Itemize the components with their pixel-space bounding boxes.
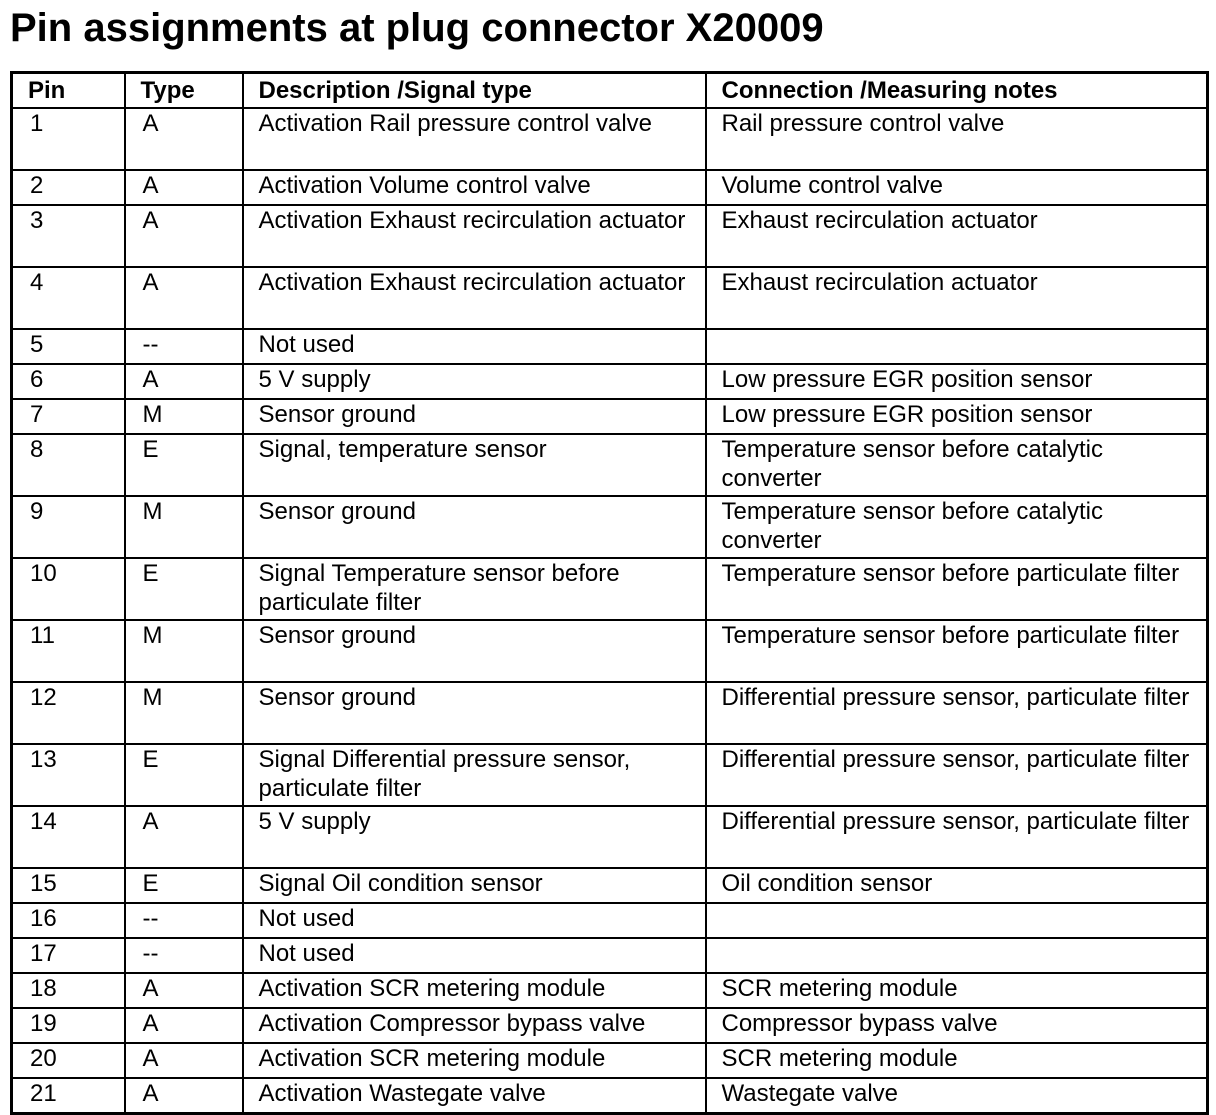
connection-cell: Exhaust recirculation actuator (706, 267, 1208, 329)
page-title: Pin assignments at plug connector X20009 (10, 6, 824, 50)
description-cell: Sensor ground (243, 620, 706, 682)
description-cell: Signal Oil condition sensor (243, 868, 706, 903)
connection-cell: Compressor bypass valve (706, 1008, 1208, 1043)
table-row (12, 399, 1208, 434)
connection-cell: Wastegate valve (706, 1078, 1208, 1114)
table-row (12, 1008, 1208, 1043)
type-cell: E (125, 558, 243, 620)
connection-cell: SCR metering module (706, 1043, 1208, 1078)
table-row (12, 108, 1208, 170)
table-row (12, 806, 1208, 868)
pin-cell: 10 (12, 558, 125, 620)
connection-cell: Low pressure EGR position sensor (706, 399, 1208, 434)
connection-cell: Rail pressure control valve (706, 108, 1208, 170)
pin-cell: 21 (12, 1078, 125, 1114)
type-cell: A (125, 267, 243, 329)
header-description: Description /Signal type (243, 73, 706, 109)
table-row (12, 682, 1208, 744)
pin-assignment-table (10, 71, 1209, 1115)
type-cell: M (125, 496, 243, 558)
type-cell: -- (125, 938, 243, 973)
connection-cell: Temperature sensor before particulate filter (706, 558, 1208, 620)
description-cell: Activation SCR metering module (243, 1043, 706, 1078)
type-cell: A (125, 205, 243, 267)
pin-cell: 1 (12, 108, 125, 170)
table-row (12, 434, 1208, 496)
table-row (12, 868, 1208, 903)
pin-cell: 15 (12, 868, 125, 903)
type-cell: -- (125, 903, 243, 938)
pin-cell: 19 (12, 1008, 125, 1043)
header-connection: Connection /Measuring notes (706, 73, 1208, 109)
pin-cell: 8 (12, 434, 125, 496)
description-cell: Not used (243, 903, 706, 938)
table-row (12, 205, 1208, 267)
table-row (12, 329, 1208, 364)
description-cell: Signal Differential pressure sensor, particulate filter (243, 744, 706, 806)
type-cell: E (125, 744, 243, 806)
description-cell: Signal Temperature sensor before particulate filter (243, 558, 706, 620)
description-cell: Sensor ground (243, 682, 706, 744)
table-row (12, 364, 1208, 399)
description-cell: Sensor ground (243, 399, 706, 434)
type-cell: A (125, 973, 243, 1008)
table-row (12, 903, 1208, 938)
table-row (12, 496, 1208, 558)
type-cell: A (125, 1008, 243, 1043)
header-pin: Pin (12, 73, 125, 109)
type-cell: E (125, 434, 243, 496)
pin-cell: 16 (12, 903, 125, 938)
connection-cell: Volume control valve (706, 170, 1208, 205)
pin-cell: 6 (12, 364, 125, 399)
type-cell: A (125, 108, 243, 170)
type-cell: -- (125, 329, 243, 364)
description-cell: Activation Rail pressure control valve (243, 108, 706, 170)
table-row (12, 938, 1208, 973)
pin-cell: 11 (12, 620, 125, 682)
pin-cell: 7 (12, 399, 125, 434)
description-cell: Activation Exhaust recirculation actuator (243, 205, 706, 267)
table-row (12, 1043, 1208, 1078)
type-cell: A (125, 1043, 243, 1078)
description-cell: Signal, temperature sensor (243, 434, 706, 496)
type-cell: M (125, 399, 243, 434)
type-cell: A (125, 364, 243, 399)
type-cell: E (125, 868, 243, 903)
pin-cell: 9 (12, 496, 125, 558)
description-cell: Activation Compressor bypass valve (243, 1008, 706, 1043)
table-row (12, 973, 1208, 1008)
description-cell: Activation SCR metering module (243, 973, 706, 1008)
connection-cell: Differential pressure sensor, particulate filter (706, 806, 1208, 868)
pin-cell: 4 (12, 267, 125, 329)
description-cell: 5 V supply (243, 364, 706, 399)
type-cell: A (125, 806, 243, 868)
table-row (12, 1078, 1208, 1114)
pin-cell: 12 (12, 682, 125, 744)
table-row (12, 170, 1208, 205)
description-cell: Not used (243, 938, 706, 973)
table-header-row (12, 73, 1208, 109)
type-cell: M (125, 682, 243, 744)
table-row (12, 267, 1208, 329)
table-row (12, 744, 1208, 806)
header-type: Type (125, 73, 243, 109)
description-cell: Activation Volume control valve (243, 170, 706, 205)
connection-cell: Differential pressure sensor, particulate filter (706, 682, 1208, 744)
pin-cell: 3 (12, 205, 125, 267)
pin-cell: 17 (12, 938, 125, 973)
description-cell: Activation Exhaust recirculation actuator (243, 267, 706, 329)
pin-cell: 13 (12, 744, 125, 806)
connection-cell: Temperature sensor before catalytic converter (706, 434, 1208, 496)
connection-cell (706, 329, 1208, 364)
connection-cell: Exhaust recirculation actuator (706, 205, 1208, 267)
connection-cell: Oil condition sensor (706, 868, 1208, 903)
description-cell: Not used (243, 329, 706, 364)
pin-cell: 2 (12, 170, 125, 205)
type-cell: A (125, 170, 243, 205)
type-cell: A (125, 1078, 243, 1114)
connection-cell (706, 938, 1208, 973)
connection-cell: Temperature sensor before particulate filter (706, 620, 1208, 682)
description-cell: Activation Wastegate valve (243, 1078, 706, 1114)
connection-cell: SCR metering module (706, 973, 1208, 1008)
description-cell: 5 V supply (243, 806, 706, 868)
pin-cell: 18 (12, 973, 125, 1008)
table-row (12, 620, 1208, 682)
connection-cell: Low pressure EGR position sensor (706, 364, 1208, 399)
description-cell: Sensor ground (243, 496, 706, 558)
pin-cell: 20 (12, 1043, 125, 1078)
type-cell: M (125, 620, 243, 682)
connection-cell (706, 903, 1208, 938)
table-row (12, 558, 1208, 620)
connection-cell: Differential pressure sensor, particulate filter (706, 744, 1208, 806)
pin-cell: 5 (12, 329, 125, 364)
pin-cell: 14 (12, 806, 125, 868)
connection-cell: Temperature sensor before catalytic converter (706, 496, 1208, 558)
